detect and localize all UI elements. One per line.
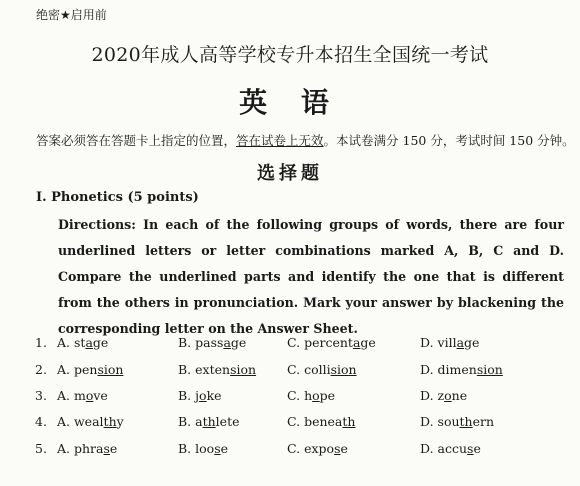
option-text: ge (92, 335, 109, 350)
option-underlined-part: sion (476, 362, 503, 377)
option-a (57, 388, 108, 403)
option-text: lete (215, 414, 240, 429)
section-title: 选择题 (257, 163, 323, 184)
option-c (287, 441, 348, 456)
question-number: 3. (35, 388, 47, 403)
option-text: benea (304, 414, 343, 429)
option-label: B. (178, 388, 196, 403)
option-text: sou (437, 414, 460, 429)
option-a (57, 362, 123, 377)
option-text: ge (360, 335, 376, 350)
option-c (287, 335, 376, 350)
option-text: z (437, 388, 445, 403)
option-underlined-part: o (199, 388, 207, 403)
option-underlined-part: a (85, 335, 93, 350)
option-underlined-part: sion (230, 362, 257, 377)
exam-instructions (36, 131, 576, 149)
question-row (0, 414, 580, 436)
option-label: D. (420, 414, 438, 429)
option-c (287, 362, 357, 377)
option-underlined-part: s (334, 441, 341, 456)
option-underlined-part: th (342, 414, 356, 429)
option-c (287, 388, 335, 403)
option-underlined-part: sion (330, 362, 357, 377)
option-text: m (73, 388, 86, 403)
option-d (420, 362, 503, 377)
directions-text: Directions: In each of the following groups of words, there are four underlined letters or letter combinations marked A, B, C and D. Compare the underlined parts and identify the one that is different from the others in pronunciation. Mark your answer by blackening the corresponding letter on the Answer Sheet. (58, 217, 564, 336)
instructions-part-1: 答案必须答在答题卡上指定的位置， (36, 133, 237, 148)
option-d (420, 388, 467, 403)
option-text: j (195, 388, 200, 403)
option-text: exten (195, 362, 231, 377)
option-text: loo (195, 441, 215, 456)
option-underlined-part: th (459, 414, 473, 429)
option-b (178, 335, 246, 350)
option-label: A. (57, 441, 74, 456)
option-text: vill (437, 335, 457, 350)
option-text: expo (304, 441, 335, 456)
question-number: 1. (35, 335, 47, 350)
option-underlined-part: o (312, 388, 320, 403)
option-underlined-part: s (214, 441, 221, 456)
option-text: colli (304, 362, 331, 377)
option-underlined-part: s (467, 441, 474, 456)
option-text: e (220, 441, 229, 456)
option-b (178, 362, 256, 377)
option-a (57, 335, 108, 350)
option-underlined-part: s (103, 441, 110, 456)
option-text: ne (451, 388, 468, 403)
question-number: 5. (35, 441, 47, 456)
option-text: e (473, 441, 481, 456)
option-text: e (109, 441, 118, 456)
option-text: phra (73, 441, 104, 456)
option-text: dimen (437, 362, 477, 377)
instructions-underlined: 答在试卷上无效 (236, 133, 324, 148)
option-underlined-part: th (103, 414, 117, 429)
option-label: C. (287, 388, 305, 403)
exam-title: 2020年成人高等学校专升本招生全国统一考试 (91, 44, 489, 66)
option-a (57, 441, 117, 456)
option-text: st (73, 335, 86, 350)
option-label: C. (287, 362, 305, 377)
instructions-part-2: 。本试卷满分 150 分，考试时间 150 分钟。 (323, 133, 575, 148)
option-a (57, 414, 124, 429)
option-d (420, 441, 481, 456)
option-text: ke (206, 388, 222, 403)
option-c (287, 414, 355, 429)
option-label: A. (57, 362, 74, 377)
option-b (178, 414, 240, 429)
option-label: B. (178, 441, 196, 456)
option-b (178, 388, 222, 403)
option-label: D. (420, 362, 438, 377)
option-text: percent (304, 335, 353, 350)
option-label: D. (420, 441, 438, 456)
option-underlined-part: th (202, 414, 216, 429)
option-b (178, 441, 228, 456)
question-row (0, 388, 580, 410)
option-label: A. (57, 414, 74, 429)
option-label: A. (57, 335, 74, 350)
option-label: A. (57, 388, 74, 403)
option-label: C. (287, 414, 305, 429)
question-number: 4. (35, 414, 47, 429)
option-text: y (116, 414, 124, 429)
option-text: h (304, 388, 313, 403)
confidential-label: 绝密★启用前 (36, 8, 107, 22)
option-text: pass (195, 335, 224, 350)
option-underlined-part: a (352, 335, 361, 350)
option-text: pen (73, 362, 98, 377)
option-text: a (195, 414, 203, 429)
question-number: 2. (35, 362, 47, 377)
option-underlined-part: a (223, 335, 231, 350)
option-text: ve (93, 388, 108, 403)
option-label: C. (287, 335, 305, 350)
option-text: accu (437, 441, 468, 456)
option-text: ge (230, 335, 247, 350)
option-label: B. (178, 362, 196, 377)
option-underlined-part: sion (97, 362, 124, 377)
option-text: e (340, 441, 348, 456)
option-d (420, 414, 494, 429)
option-text: weal (73, 414, 104, 429)
option-text: ge (464, 335, 480, 350)
option-label: B. (178, 335, 196, 350)
option-text: pe (319, 388, 336, 403)
subject-title: 英 语 (239, 86, 341, 119)
option-label: D. (420, 335, 438, 350)
option-label: B. (178, 414, 196, 429)
option-underlined-part: o (444, 388, 452, 403)
option-underlined-part: a (456, 335, 465, 350)
question-row (0, 362, 580, 384)
part-heading: I. Phonetics (5 points) (36, 190, 199, 205)
option-label: D. (420, 388, 438, 403)
option-text: ern (472, 414, 495, 429)
question-row (0, 335, 580, 357)
option-underlined-part: o (85, 388, 94, 403)
option-label: C. (287, 441, 305, 456)
option-d (420, 335, 479, 350)
question-row (0, 441, 580, 463)
